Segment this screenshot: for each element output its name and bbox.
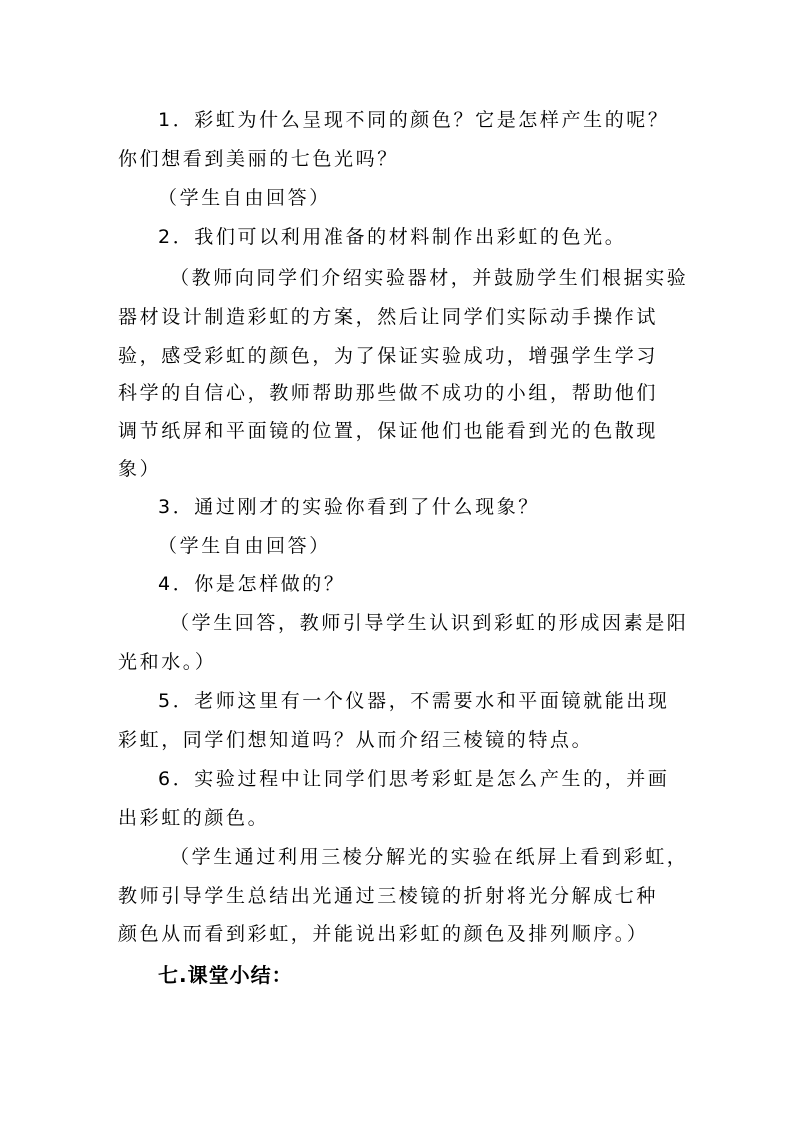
paragraph-note-2-cont: 器材设计制造彩虹的方案，然后让同学们实际动手操作试: [118, 306, 659, 328]
paragraph-answer-4-cont: 光和水。）: [118, 651, 217, 673]
paragraph-note-6: （学生通过利用三棱分解光的实验在纸屏上看到彩虹，: [170, 846, 689, 868]
paragraph-answer-1: （学生自由回答）: [158, 187, 331, 209]
paragraph-note-6-cont: 教师引导学生总结出光通过三棱镜的折射将光分解成七种: [118, 885, 659, 907]
paragraph-question-1-cont: 你们想看到美丽的七色光吗？: [118, 148, 399, 170]
paragraph-note-6-end: 颜色从而看到彩虹，并能说出彩虹的颜色及排列顺序。）: [118, 923, 649, 945]
paragraph-question-1: 1．彩虹为什么呈现不同的颜色？它是怎样产生的呢？: [158, 109, 670, 131]
paragraph-answer-4: （学生回答，教师引导学生认识到彩虹的形成因素是阳: [170, 612, 689, 634]
paragraph-question-3: 3．通过刚才的实验你看到了什么现象？: [158, 496, 540, 518]
paragraph-step-5-cont: 彩虹，同学们想知道吗？从而介绍三棱镜的特点。: [118, 729, 594, 751]
paragraph-question-4: 4．你是怎样做的？: [158, 573, 346, 595]
paragraph-note-2-cont: 验，感受彩虹的颜色，为了保证实验成功，增强学生学习: [118, 345, 659, 367]
section-heading-summary: 七.课堂小结：: [158, 963, 293, 987]
paragraph-step-6: 6．实验过程中让同学们思考彩虹是怎么产生的，并画: [158, 768, 670, 790]
paragraph-note-2: （教师向同学们介绍实验器材，并鼓励学生们根据实验: [170, 267, 689, 289]
paragraph-step-6-cont: 出彩虹的颜色。: [118, 807, 270, 829]
paragraph-answer-3: （学生自由回答）: [158, 535, 331, 557]
paragraph-note-2-cont: 科学的自信心，教师帮助那些做不成功的小组，帮助他们: [118, 382, 659, 404]
paragraph-note-2-cont: 调节纸屏和平面镜的位置，保证他们也能看到光的色散现: [118, 420, 659, 442]
paragraph-note-2-end: 象）: [118, 458, 162, 480]
paragraph-step-2: 2．我们可以利用准备的材料制作出彩虹的色光。: [158, 226, 627, 248]
paragraph-step-5: 5．老师这里有一个仪器，不需要水和平面镜就能出现: [158, 690, 670, 712]
